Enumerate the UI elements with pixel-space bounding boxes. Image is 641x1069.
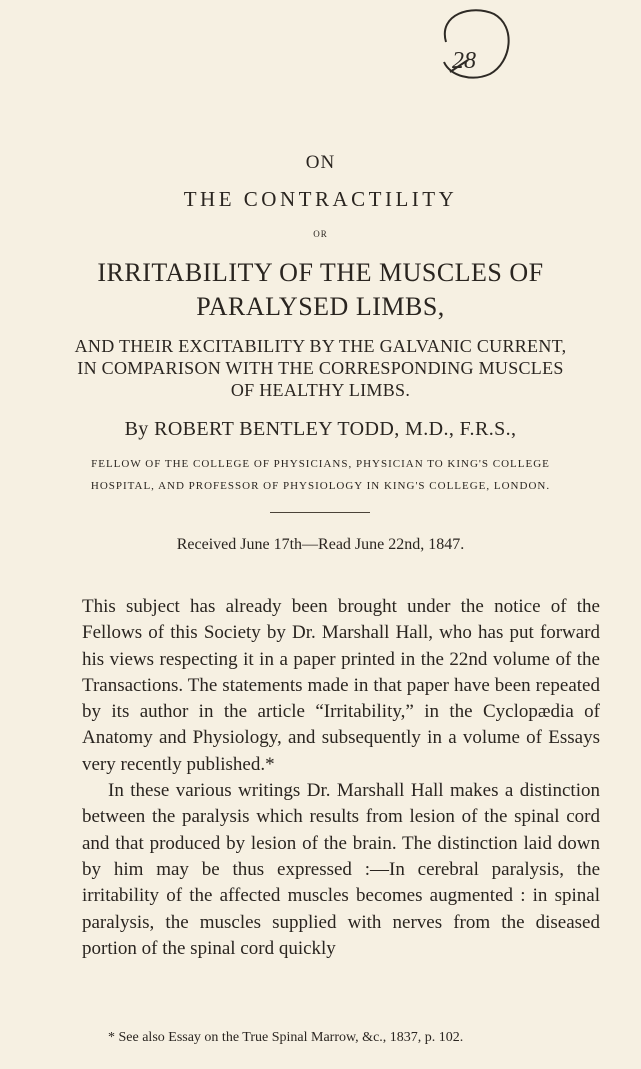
paragraph-1: This subject has already been brought under the notice of the Fellows of this Society by Dr. Marshall Hall, who has put forward his views respecting it in a paper printed in the 22nd volume of the Transactions. The statements made in that paper have been repeated by its author in the article “Irritability,” in the Cyclopædia of Anatomy and Physiology, and subsequently in a volume of Essays very recently published.* bbox=[82, 596, 600, 775]
library-mark-number: 28 bbox=[452, 48, 476, 74]
heading-contractility: THE CONTRACTILITY bbox=[183, 187, 458, 211]
received-date: Received June 17th—Read June 22nd, 1847. bbox=[176, 536, 465, 553]
affiliation-line-1: FELLOW OF THE COLLEGE OF PHYSICIANS, PHYSICIAN TO KING'S COLLEGE bbox=[91, 458, 550, 470]
subtitle-line-1: AND THEIR EXCITABILITY BY THE GALVANIC CURRENT, bbox=[74, 336, 567, 356]
footnote: * See also Essay on the True Spinal Marrow, &c., 1837, p. 102. bbox=[108, 1030, 464, 1045]
paragraph-2: In these various writings Dr. Marshall Hall makes a distinction between the paralysis which results from lesion of the spinal cord and that produced by lesion of the brain. The distinction laid down by him may be thus expressed :—In cerebral paralysis, the irritability of the affected muscles becomes augmented : in spinal paralysis, the muscles supplied with nerves from the diseased portion of the spinal cord quickly bbox=[82, 780, 600, 959]
library-stamp-mark bbox=[410, 2, 530, 88]
subtitle-line-3: OF HEALTHY LIMBS. bbox=[230, 380, 411, 400]
body-text bbox=[82, 594, 600, 962]
title-line-1: IRRITABILITY OF THE MUSCLES OF bbox=[97, 258, 544, 287]
heading-or: OR bbox=[313, 229, 328, 239]
affiliation-line-2: HOSPITAL, AND PROFESSOR OF PHYSIOLOGY IN KING'S COLLEGE, LONDON. bbox=[90, 480, 551, 492]
heading-on: ON bbox=[305, 152, 336, 173]
title-line-2: PARALYSED LIMBS, bbox=[196, 292, 445, 321]
divider-rule bbox=[270, 512, 370, 513]
author-line: By ROBERT BENTLEY TODD, M.D., F.R.S., bbox=[124, 418, 517, 440]
subtitle-line-2: IN COMPARISON WITH THE CORRESPONDING MUSCLES bbox=[77, 358, 564, 378]
